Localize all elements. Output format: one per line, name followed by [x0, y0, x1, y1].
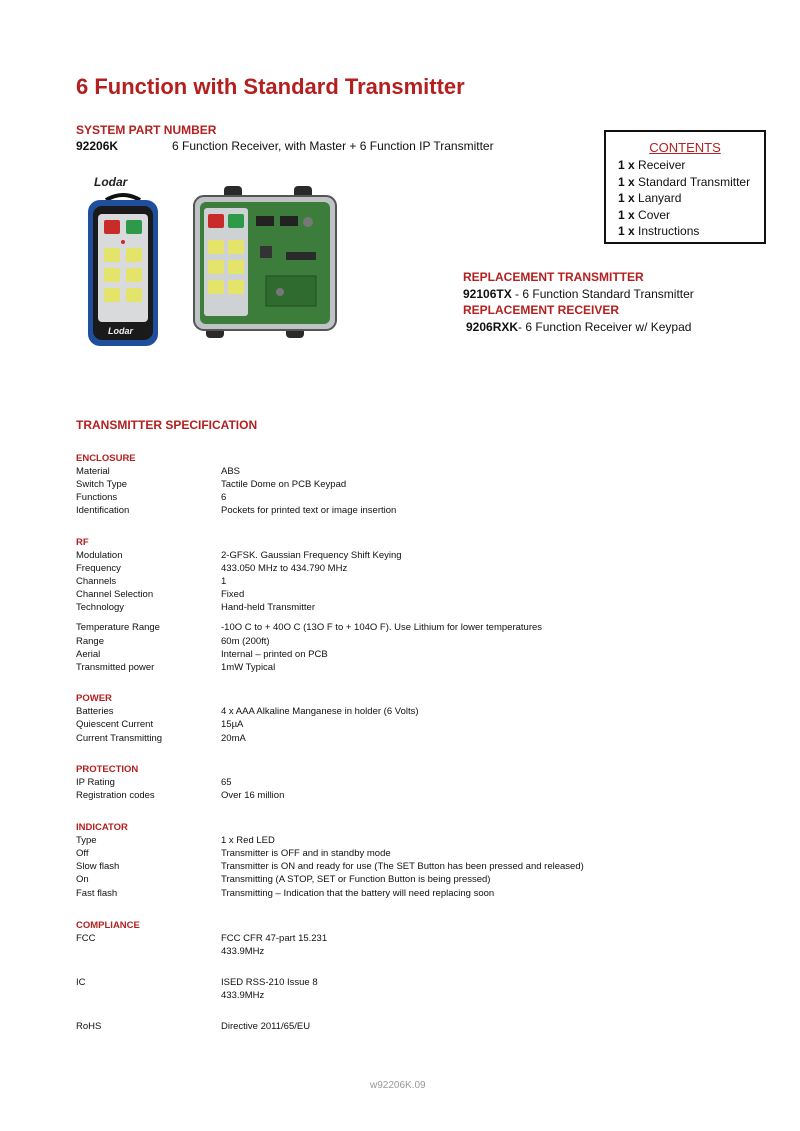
- spec-row: Transmitted power 1mW Typical: [76, 662, 276, 673]
- spec-row: Slow flash Transmitter is ON and ready for use (The SET Button has been pressed and released): [76, 861, 584, 872]
- system-part-code: 92206K: [76, 139, 119, 153]
- svg-text:Lodar: Lodar: [108, 326, 134, 336]
- document-code: w92206K.09: [370, 1080, 426, 1091]
- spec-row: Type 1 x Red LED: [76, 835, 275, 846]
- spec-row: Temperature Range -10O C to + 40O C (13O F to + 104O F). Use Lithium for lower temperatures: [76, 622, 543, 633]
- replacement-receiver: 9206RXK- 6 Function Receiver w/ Keypad: [466, 320, 692, 334]
- spec-row: FCC FCC CFR 47-part 15.231 433.9MHz: [76, 933, 328, 957]
- spec-row: Functions 6: [76, 492, 227, 503]
- spec-row: Fast flash Transmitting – Indication that the battery will need replacing soon: [76, 888, 495, 899]
- section-heading-power: POWER: [76, 693, 112, 704]
- spec-row: Technology Hand-held Transmitter: [76, 602, 315, 613]
- spec-row: Material ABS: [76, 466, 241, 477]
- contents-box: [604, 130, 766, 244]
- spec-row: Switch Type Tactile Dome on PCB Keypad: [76, 479, 347, 490]
- section-heading-protection: PROTECTION: [76, 764, 139, 775]
- spec-row: On Transmitting (A STOP, SET or Function Button is being pressed): [76, 874, 491, 885]
- section-heading-compliance: COMPLIANCE: [76, 920, 140, 931]
- contents-item: 1 x Instructions: [618, 224, 700, 238]
- replacement-transmitter-heading: REPLACEMENT TRANSMITTER: [463, 270, 644, 284]
- svg-text:Lodar: Lodar: [94, 175, 128, 189]
- system-part-heading: SYSTEM PART NUMBER: [76, 123, 217, 137]
- contents-item: 1 x Standard Transmitter: [618, 174, 751, 189]
- section-heading-enclosure: ENCLOSURE: [76, 453, 136, 464]
- spec-row: Frequency 433.050 MHz to 434.790 MHz: [76, 563, 348, 574]
- spec-row: RoHS Directive 2011/65/EU: [76, 1021, 311, 1032]
- contents-item: 1 x Cover: [618, 207, 671, 222]
- spec-row: Identification Pockets for printed text or image insertion: [76, 505, 397, 516]
- spec-row: Channels 1: [76, 576, 227, 587]
- contents-item: 1 x Lanyard: [618, 191, 682, 205]
- contents-list: [606, 157, 764, 240]
- system-part-description: 6 Function Receiver, with Master + 6 Function IP Transmitter: [172, 139, 494, 153]
- spec-title: TRANSMITTER SPECIFICATION: [76, 418, 258, 432]
- spec-row: IP Rating 65: [76, 777, 232, 788]
- spec-row: Off Transmitter is OFF and in standby mode: [76, 848, 391, 859]
- contents-heading: CONTENTS: [649, 140, 721, 155]
- spec-row: Batteries 4 x AAA Alkaline Manganese in holder (6 Volts): [76, 706, 419, 717]
- spec-row: Registration codes Over 16 million: [76, 790, 285, 801]
- section-heading-indicator: INDICATOR: [76, 822, 128, 833]
- spec-row: Channel Selection Fixed: [76, 589, 245, 600]
- replacement-receiver-heading: REPLACEMENT RECEIVER: [463, 303, 620, 317]
- spec-row: Quiescent Current 15µA: [76, 719, 244, 730]
- spec-row: Aerial Internal – printed on PCB: [76, 649, 328, 660]
- contents-item: 1 x Receiver: [618, 158, 686, 172]
- receiver-image: [190, 186, 338, 342]
- spec-row: IC ISED RSS-210 Issue 8 433.9MHz: [76, 977, 318, 1001]
- spec-row: Current Transmitting 20mA: [76, 733, 246, 744]
- section-heading-rf: RF: [76, 537, 89, 548]
- replacement-transmitter: 92106TX - 6 Function Standard Transmitter: [463, 287, 694, 301]
- transmitter-image: [84, 172, 162, 348]
- spec-row: Modulation 2-GFSK. Gaussian Frequency Shift Keying: [76, 550, 402, 561]
- page-title: 6 Function with Standard Transmitter: [76, 74, 465, 99]
- spec-row: Range 60m (200ft): [76, 636, 270, 647]
